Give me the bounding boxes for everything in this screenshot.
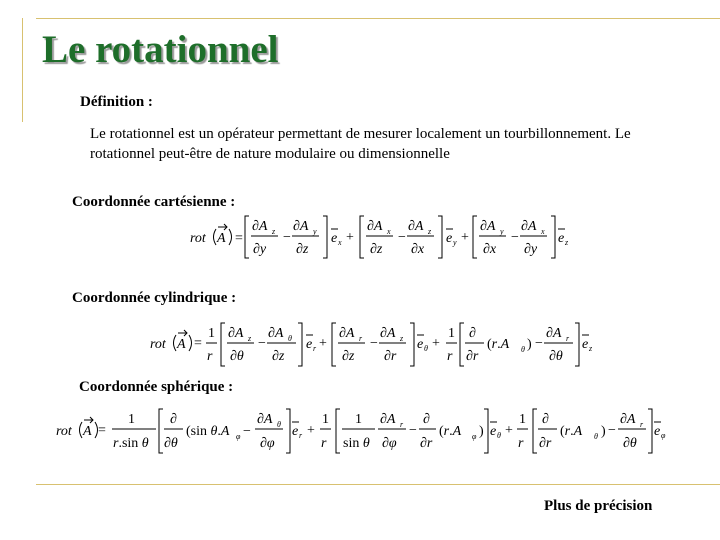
svg-text:−: − (608, 423, 616, 438)
svg-text:θ: θ (277, 420, 281, 429)
plus-de-precision-link[interactable]: Plus de précision (544, 498, 653, 514)
svg-text:(r.A: (r.A (560, 424, 583, 439)
svg-text:y: y (453, 238, 457, 247)
svg-text:sin θ: sin θ (343, 436, 370, 451)
svg-text:∂x: ∂x (483, 242, 497, 257)
svg-text:∂A: ∂A (408, 219, 424, 234)
svg-text:−: − (398, 230, 406, 245)
svg-text:rot: rot (56, 424, 72, 439)
frame-top-line (36, 18, 720, 19)
svg-text:−: − (370, 336, 378, 351)
svg-text:A: A (83, 424, 92, 439)
svg-text:∂A: ∂A (546, 326, 562, 341)
svg-text:θ: θ (521, 345, 525, 354)
svg-text:z: z (248, 334, 252, 343)
svg-text:∂x: ∂x (411, 242, 425, 257)
svg-text:θ: θ (594, 432, 598, 441)
svg-text:e: e (654, 424, 661, 439)
svg-text:∂φ: ∂φ (260, 436, 275, 451)
svg-text:r.sin θ: r.sin θ (113, 436, 149, 451)
svg-text:(sin θ.A: (sin θ.A (186, 424, 230, 439)
svg-text:(r.A: (r.A (439, 424, 462, 439)
svg-text:e: e (582, 337, 589, 352)
svg-text:∂A: ∂A (257, 412, 273, 427)
svg-text:∂θ: ∂θ (623, 436, 637, 451)
svg-text:e: e (331, 231, 338, 246)
svg-text:x: x (338, 238, 342, 247)
svg-text:r: r (640, 420, 644, 429)
svg-text:∂: ∂ (542, 412, 549, 427)
svg-text:x: x (541, 227, 545, 236)
cylindrical-curl-formula (150, 318, 600, 372)
svg-text:1: 1 (519, 412, 526, 427)
svg-text:θ: θ (497, 431, 501, 440)
svg-text:+: + (432, 336, 440, 351)
svg-text:r: r (400, 420, 404, 429)
svg-text:1: 1 (355, 412, 362, 427)
svg-text:z: z (589, 344, 593, 353)
svg-text:): ) (601, 424, 606, 439)
svg-text:θ: θ (424, 344, 428, 353)
spherical-heading: Coordonnée sphérique : (79, 379, 234, 395)
svg-text:z: z (400, 334, 404, 343)
svg-text:+: + (505, 423, 513, 438)
svg-text:1: 1 (128, 412, 135, 427)
svg-text:(r.A: (r.A (487, 337, 510, 352)
svg-text:∂A: ∂A (252, 219, 268, 234)
svg-text:rot: rot (150, 337, 166, 352)
svg-text:−: − (283, 230, 291, 245)
svg-text:e: e (490, 424, 497, 439)
svg-text:∂θ: ∂θ (549, 349, 563, 364)
svg-text:−: − (243, 424, 251, 439)
svg-text:φ: φ (472, 432, 477, 441)
cartesian-curl-formula (190, 211, 580, 261)
svg-text:∂A: ∂A (380, 326, 396, 341)
svg-text:∂z: ∂z (296, 242, 309, 257)
svg-text:∂A: ∂A (228, 326, 244, 341)
svg-text:A: A (217, 231, 226, 246)
svg-text:e: e (417, 337, 424, 352)
svg-text:y: y (313, 227, 317, 236)
frame-vertical-line (22, 18, 23, 122)
svg-text:r: r (313, 344, 317, 353)
slide-title: Le rotationnel (42, 28, 279, 71)
svg-text:z: z (272, 227, 276, 236)
svg-text:∂: ∂ (423, 412, 430, 427)
svg-text:∂z: ∂z (272, 349, 285, 364)
svg-text:z: z (428, 227, 432, 236)
definition-text: Le rotationnel est un opérateur permettant de mesurer localement un tourbillonnement. Le rotationnel peut-être de nature modulaire ou dimensionnelle (90, 126, 631, 162)
svg-text:∂: ∂ (170, 412, 177, 427)
svg-text:e: e (292, 424, 299, 439)
svg-text:A: A (177, 337, 186, 352)
svg-text:x: x (387, 227, 391, 236)
svg-text:): ) (527, 337, 532, 352)
svg-text:∂θ: ∂θ (164, 436, 178, 451)
svg-text:−: − (511, 230, 519, 245)
svg-text:1: 1 (208, 326, 215, 341)
svg-text:r: r (321, 436, 327, 451)
svg-text:∂z: ∂z (370, 242, 383, 257)
svg-text:r: r (207, 349, 213, 364)
svg-text:r: r (518, 436, 524, 451)
cylindrical-heading: Coordonnée cylindrique : (72, 290, 237, 306)
svg-text:∂A: ∂A (480, 219, 496, 234)
svg-text:∂θ: ∂θ (230, 349, 244, 364)
svg-text:): ) (479, 424, 484, 439)
svg-text:y: y (500, 227, 504, 236)
svg-text:∂A: ∂A (293, 219, 309, 234)
svg-text:∂A: ∂A (521, 219, 537, 234)
svg-text:r: r (566, 334, 570, 343)
svg-text:r: r (447, 349, 453, 364)
svg-text:∂r: ∂r (539, 436, 552, 451)
svg-text:∂A: ∂A (380, 412, 396, 427)
svg-text:∂A: ∂A (268, 326, 284, 341)
svg-text:r: r (359, 334, 363, 343)
svg-text:∂y: ∂y (253, 242, 267, 257)
svg-text:∂φ: ∂φ (382, 436, 397, 451)
svg-text:e: e (306, 337, 313, 352)
svg-text:φ: φ (236, 432, 241, 441)
svg-text:=: = (98, 423, 106, 438)
svg-text:−: − (258, 336, 266, 351)
svg-text:1: 1 (322, 412, 329, 427)
svg-text:r: r (299, 431, 303, 440)
svg-text:∂A: ∂A (339, 326, 355, 341)
svg-text:∂y: ∂y (524, 242, 538, 257)
frame-bottom-line (36, 484, 720, 485)
svg-text:φ: φ (661, 431, 666, 440)
svg-text:∂r: ∂r (420, 436, 433, 451)
definition-label: Définition : (80, 94, 153, 110)
svg-text:∂: ∂ (469, 326, 476, 341)
svg-text:=: = (235, 231, 243, 246)
svg-text:+: + (346, 230, 354, 245)
svg-text:∂z: ∂z (342, 349, 355, 364)
svg-text:=: = (194, 336, 202, 351)
svg-text:+: + (461, 230, 469, 245)
svg-text:+: + (319, 336, 327, 351)
spherical-curl-formula (56, 403, 666, 459)
svg-text:z: z (565, 238, 569, 247)
svg-text:e: e (446, 231, 453, 246)
cartesian-heading: Coordonnée cartésienne : (72, 194, 236, 210)
svg-text:θ: θ (288, 334, 292, 343)
svg-text:∂r: ∂r (466, 349, 479, 364)
svg-text:∂A: ∂A (620, 412, 636, 427)
svg-text:∂r: ∂r (384, 349, 397, 364)
svg-text:∂A: ∂A (367, 219, 383, 234)
svg-text:−: − (535, 336, 543, 351)
svg-text:e: e (558, 231, 565, 246)
svg-text:+: + (307, 423, 315, 438)
svg-text:rot: rot (190, 231, 206, 246)
svg-text:1: 1 (448, 326, 455, 341)
svg-text:−: − (409, 423, 417, 438)
